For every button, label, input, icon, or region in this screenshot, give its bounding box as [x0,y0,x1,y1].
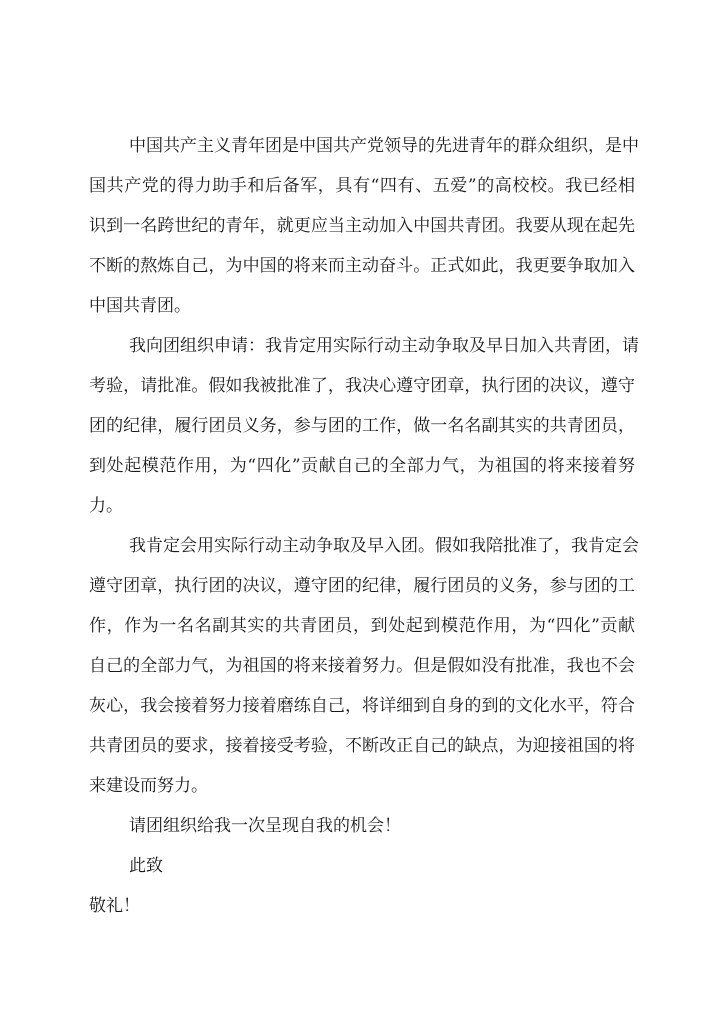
paragraph-1-line-3: 识到一名跨世纪的青年，就更应当主动加入中国共青团。我要从现在起先 [89,216,635,236]
paragraph-4: 请团组织给我一次呈现自我的机会！ [129,816,401,836]
paragraph-2-line-5: 力。 [89,496,123,516]
paragraph-1-line-2: 国共产党的得力助手和后备军，具有“四有、五爱”的高校校。我已经相 [89,176,635,196]
paragraph-3-line-1: 我肯定会用实际行动主动争取及早入团。假如我陪批准了，我肯定会 [129,536,639,556]
paragraph-1-line-1: 中国共产主义青年团是中国共产党领导的先进青年的群众组织，是中 [129,136,639,156]
paragraph-3-line-6: 共青团员的要求，接着接受考验，不断改正自己的缺点，为迎接祖国的将 [89,736,635,756]
paragraph-3-line-2: 遵守团章，执行团的决议，遵守团的纪律，履行团员的义务，参与团的工 [89,576,635,596]
paragraph-3-line-4: 自己的全部力气，为祖国的将来接着努力。但是假如没有批准，我也不会 [89,656,635,676]
paragraph-2-line-2: 考验，请批准。假如我被批准了，我决心遵守团章，执行团的决议，遵守 [89,376,635,396]
paragraph-1-line-5: 中国共青团。 [89,296,191,316]
paragraph-2-line-3: 团的纪律，履行团员义务，参与团的工作，做一名名副其实的共青团员， [89,416,635,436]
paragraph-3-line-3: 作，作为一名名副其实的共青团员，到处起到模范作用，为“四化”贡献 [89,616,635,636]
paragraph-1-line-4: 不断的熬炼自己，为中国的将来而主动奋斗。正式如此，我更要争取加入 [89,256,635,276]
paragraph-2-line-1: 我向团组织申请：我肯定用实际行动主动争取及早日加入共青团，请 [129,336,639,356]
closing-text: 此致 [129,856,163,876]
paragraph-2-line-4: 到处起模范作用，为“四化”贡献自己的全部力气，为祖国的将来接着努 [89,456,635,476]
salute-text: 敬礼！ [89,896,140,916]
paragraph-3-line-5: 灰心，我会接着努力接着磨练自己，将详细到自身的到的文化水平，符合 [89,696,635,716]
paragraph-3-line-7: 来建设而努力。 [89,776,208,796]
